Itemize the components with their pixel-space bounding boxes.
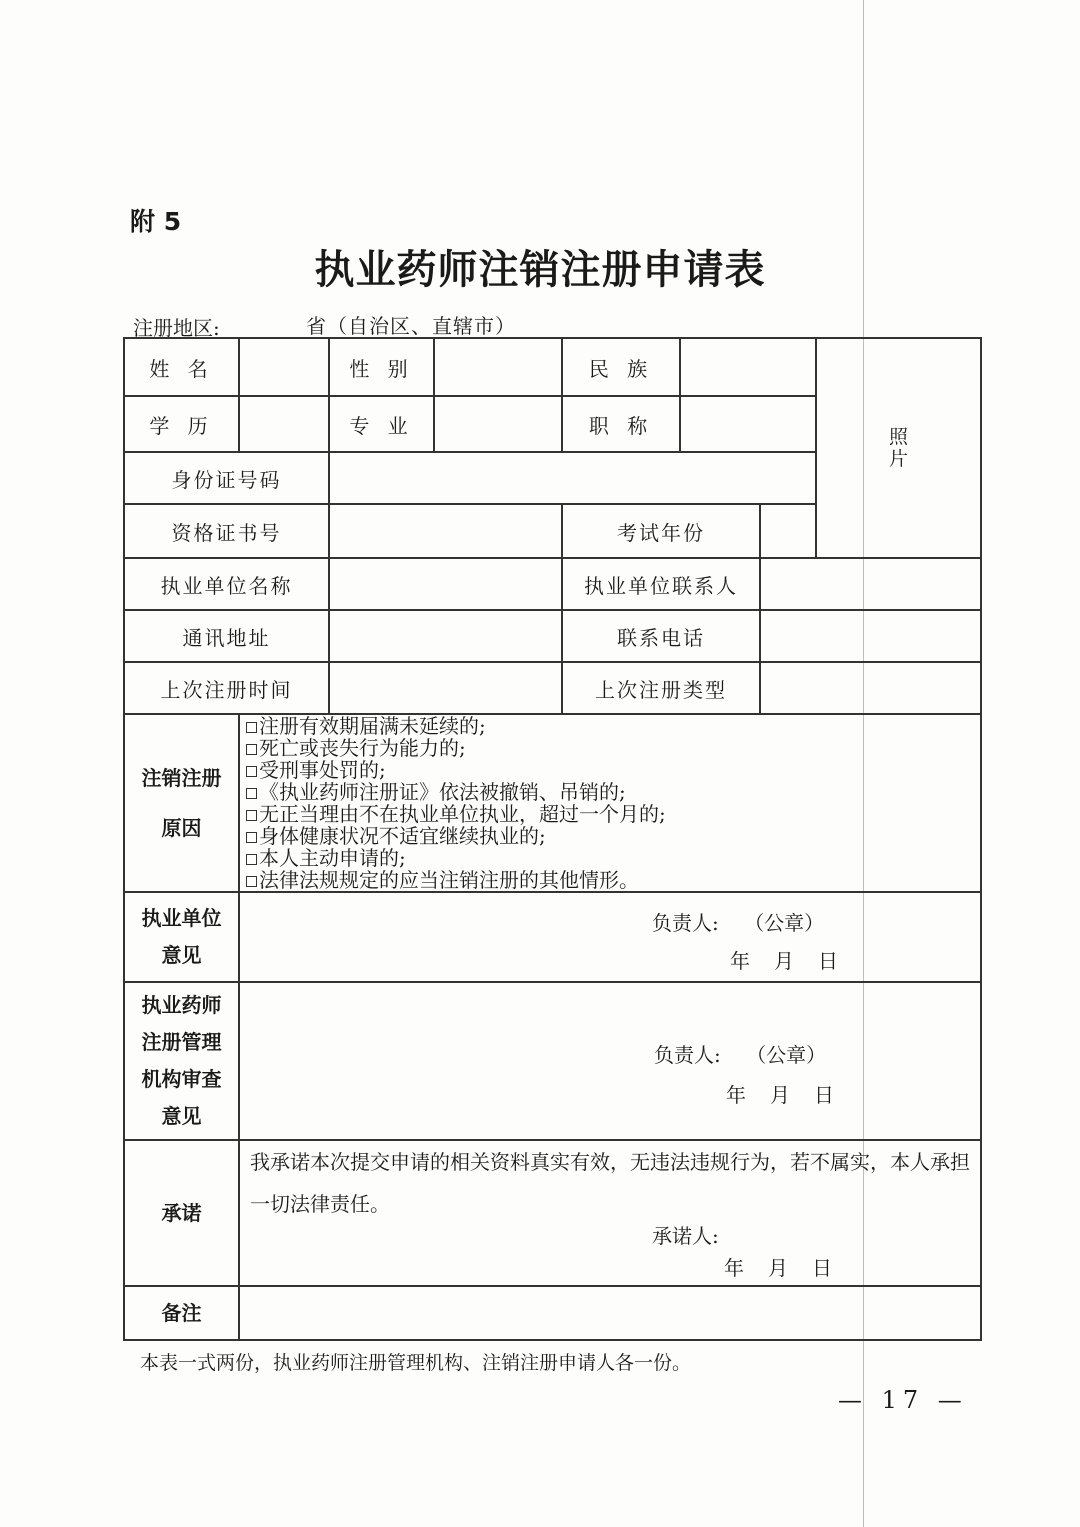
page-number: — 17 — [838,1386,968,1414]
checkbox-icon[interactable] [246,766,257,777]
gender-value-cell[interactable] [434,338,562,396]
checkbox-icon[interactable] [246,744,257,755]
authority-date: 年 月 日 [726,1083,834,1107]
education-value-cell[interactable] [239,396,329,452]
name-value-cell[interactable] [239,338,329,396]
employer-contact-value-cell[interactable] [760,558,981,610]
employer-date: 年 月 日 [730,949,838,973]
row-reason [124,714,981,892]
gender-label: 性 别 [329,338,434,396]
address-label: 通讯地址 [124,610,329,662]
reason-label-line1: 注销注册 [141,766,222,790]
reason-label-line2: 原因 [161,816,202,840]
checkbox-icon[interactable] [246,810,257,821]
education-label: 学 历 [124,396,239,452]
row-basic-1 [124,338,981,396]
reason-options [239,714,981,892]
last-reg-time-label: 上次注册时间 [124,662,329,714]
seal-label: （公章） [746,1043,827,1067]
pledge-signer-label: 承诺人: [652,1224,719,1248]
appendix-label: 附 5 [130,207,182,236]
employer-name-value-cell[interactable] [329,558,562,610]
reason-option[interactable]: 受刑事处罚的; [246,759,976,781]
employer-opinion-cell[interactable] [239,892,981,982]
reason-label [124,714,239,892]
checkbox-icon[interactable] [246,832,257,843]
title-value-cell[interactable] [680,396,816,452]
employer-name-label: 执业单位名称 [124,558,329,610]
ethnicity-label: 民 族 [562,338,680,396]
photo-label: 照片 [888,426,908,470]
employer-contact-label: 执业单位联系人 [562,558,760,610]
address-value-cell[interactable] [329,610,562,662]
cert-number-value-cell[interactable] [329,504,562,558]
reason-option[interactable]: 注册有效期届满未延续的; [246,715,976,737]
last-reg-type-label: 上次注册类型 [562,662,760,714]
reason-option[interactable]: 身体健康状况不适宜继续执业的; [246,825,976,847]
name-label: 姓 名 [124,338,239,396]
remarks-label: 备注 [124,1286,239,1340]
reason-option[interactable]: 法律法规规定的应当注销注册的其他情形。 [246,869,976,891]
employer-responsible: 负责人: （公章） [652,911,825,935]
authority-responsible: 负责人: （公章） [654,1043,827,1067]
form-title: 执业药师注销注册申请表 [314,246,766,293]
seal-label: （公章） [744,911,825,935]
region-label: 注册地区: [133,316,220,340]
checkbox-icon[interactable] [246,722,257,733]
major-value-cell[interactable] [434,396,562,452]
row-employer-opinion [124,892,981,982]
row-pledge [124,1140,981,1286]
pledge-cell [239,1140,981,1286]
checkbox-icon[interactable] [246,876,257,887]
row-authority-opinion [124,982,981,1140]
authority-opinion-label: 执业药师 注册管理 机构审查 意见 [124,982,239,1140]
remarks-value-cell[interactable] [239,1286,981,1340]
row-address [124,610,981,662]
title-label: 职 称 [562,396,680,452]
photo-cell[interactable] [816,338,981,558]
employer-opinion-label: 执业单位 意见 [124,892,239,982]
footnote: 本表一式两份，执业药师注册管理机构、注销注册申请人各一份。 [140,1352,692,1374]
major-label: 专 业 [329,396,434,452]
reason-option[interactable]: 本人主动申请的; [246,847,976,869]
checkbox-icon[interactable] [246,854,257,865]
row-employer [124,558,981,610]
id-number-value-cell[interactable] [329,452,816,504]
reason-option[interactable]: 无正当理由不在执业单位执业，超过一个月的; [246,803,976,825]
last-reg-type-value-cell[interactable] [760,662,981,714]
exam-year-label: 考试年份 [562,504,760,558]
pledge-date: 年 月 日 [724,1256,832,1280]
row-remarks [124,1286,981,1340]
checkbox-icon[interactable] [246,788,257,799]
reason-option[interactable]: 死亡或丧失行为能力的; [246,737,976,759]
phone-label: 联系电话 [562,610,760,662]
reason-option[interactable]: 《执业药师注册证》依法被撤销、吊销的; [246,781,976,803]
ethnicity-value-cell[interactable] [680,338,816,396]
pledge-text: 我承诺本次提交申请的相关资料真实有效，无违法违规行为，若不属实，本人承担一切法律责任。 [250,1150,970,1216]
application-form-table [123,337,982,1341]
phone-value-cell[interactable] [760,610,981,662]
authority-opinion-cell[interactable] [239,982,981,1140]
last-reg-time-value-cell[interactable] [329,662,562,714]
cert-number-label: 资格证书号 [124,504,329,558]
row-last-registration [124,662,981,714]
region-suffix: 省（自治区、直辖市） [306,314,516,338]
pledge-label: 承诺 [124,1140,239,1286]
id-number-label: 身份证号码 [124,452,329,504]
exam-year-value-cell[interactable] [760,504,816,558]
